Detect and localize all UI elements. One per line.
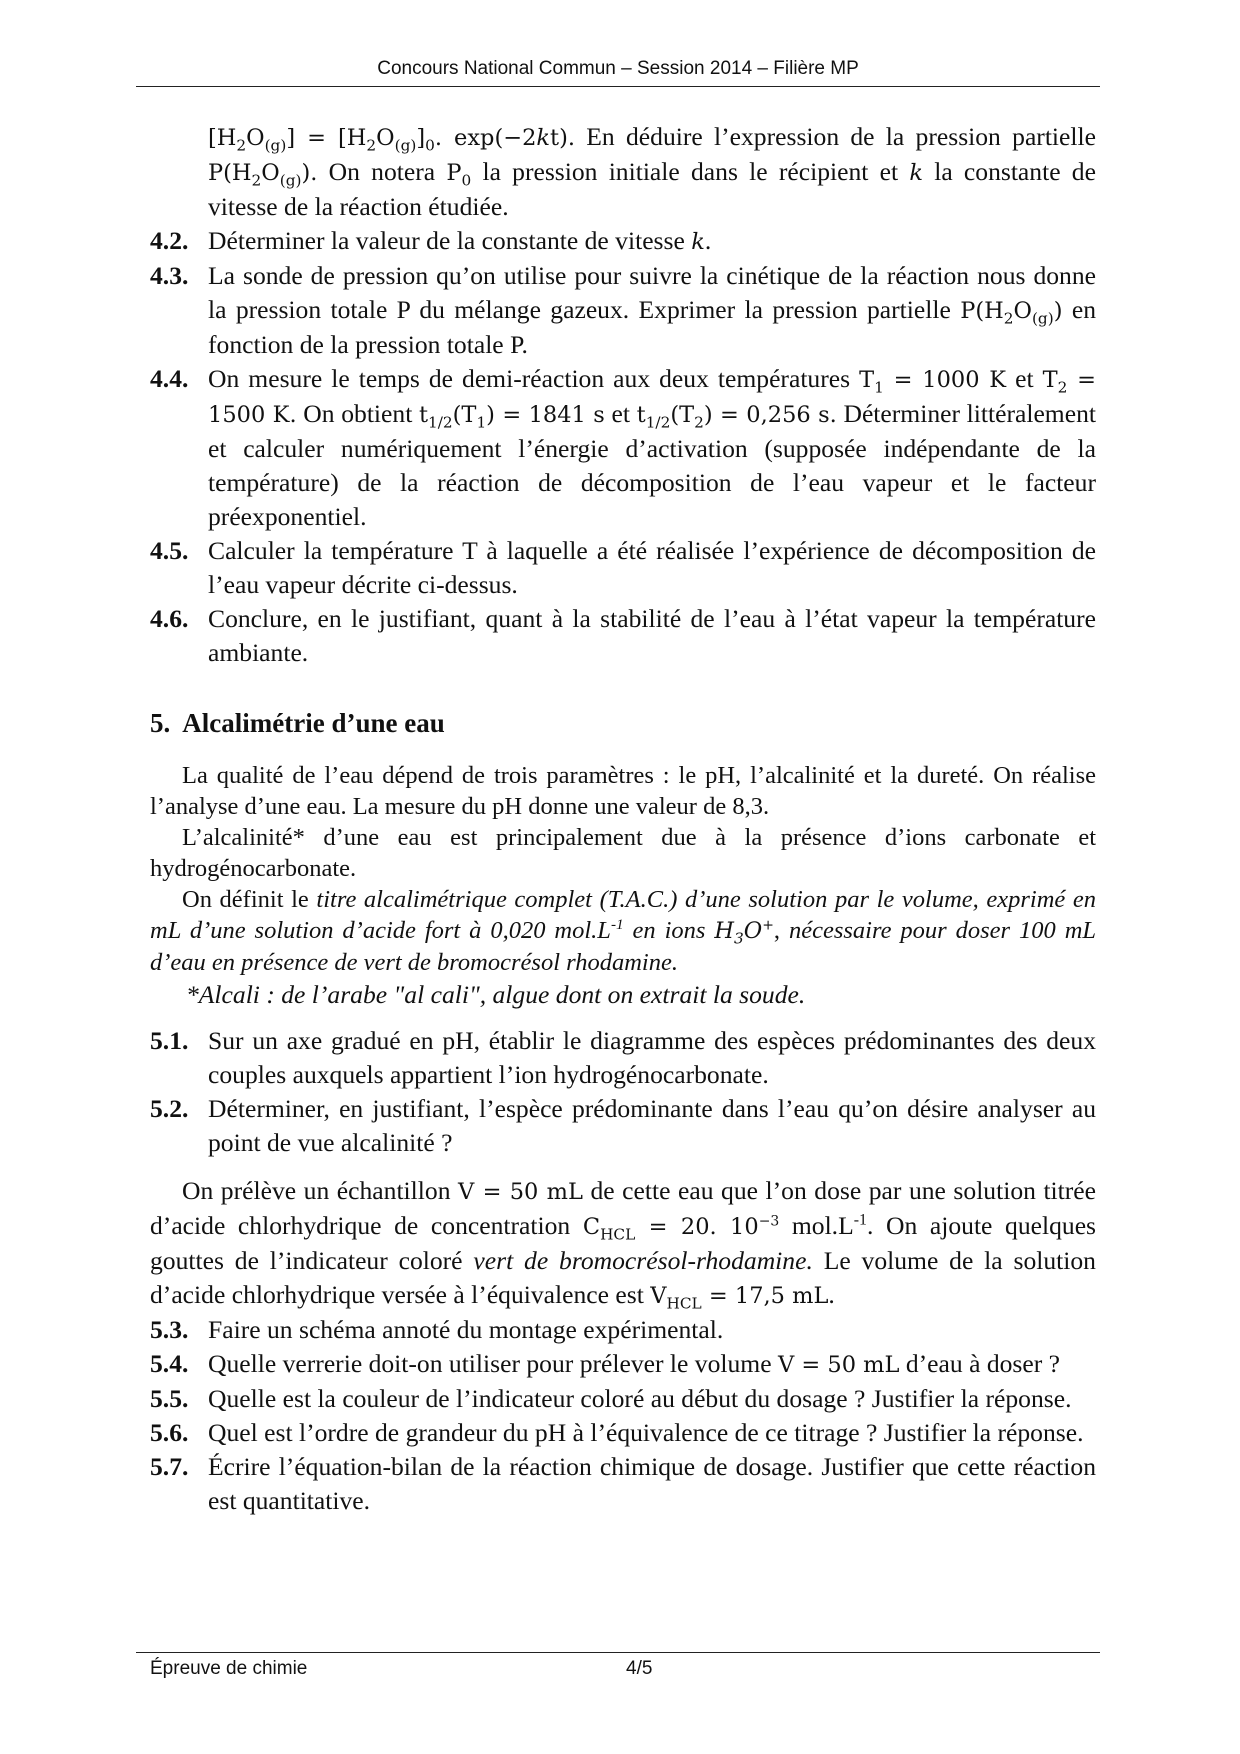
paragraph-titration: On prélève un échantillon V = 50 mL de cette eau que l’on dose par une solution titrée d’acide chlorhydrique de concentration $C_{HCL} = 20$. $10^{-3}$ $mol.L^{-1}$. On ajoute quelques gouttes de l’indicateur coloré vert de bromocrésol-rhodamine. Le volume de la solution d’acide chlorhydrique versée à l’équivalence est $V_{HCL} = 17,5$ mL. (150, 1176, 1097, 1313)
footnote-alcali: *Alcali : de l’arabe "al cali", algue dont on extrait la soude. (186, 980, 806, 1009)
paragraph-tac-definition: On définit le titre alcalimétrique complet (T.A.C.) d’une solution par le volume, exprimé en mL d’une solution d’acide fort à 0,020 $mol.L^{-1}$ en ions $H_3O^+$, nécessaire pour doser 100 mL d’eau en présence de vert de bromocrésol rhodamine. (150, 886, 1097, 976)
footer-title: Épreuve de chimie (150, 1658, 308, 1679)
question-4-1-continuation: $[H_2O_{(g)}] = [H_2O_{(g)}]_0$. exp(−2kt). En déduire l’expression de la pression partielle $P(H_2O_{(g)})$. On notera $P_0$ la pression initiale dans le récipient et k la constante de vitesse de la réaction étudiée. (208, 122, 1096, 221)
question-4-2: 4.2. Déterminer la valeur de la constante de vitesse k. (150, 226, 712, 255)
question-5-7: 5.7. Écrire l’équation-bilan de la réaction chimique de dosage. Justifier que cette réaction est quantitative. (150, 1452, 1096, 1515)
question-5-5: 5.5. Quelle est la couleur de l’indicateur coloré au début du dosage ? Justifier la réponse. (150, 1384, 1072, 1413)
page-number: 4/5 (626, 1658, 653, 1679)
paragraph-quality: La qualité de l’eau dépend de trois paramètres : le pH, l’alcalinité et la dureté. On réalise l’analyse d’une eau. La mesure du pH donne une valeur de 8,3. (150, 762, 1096, 820)
question-5-6: 5.6. Quel est l’ordre de grandeur du pH à l’équivalence de ce titrage ? Justifier la réponse. (150, 1418, 1084, 1447)
question-5-3: 5.3. Faire un schéma annoté du montage expérimental. (150, 1315, 724, 1344)
question-4-3: 4.3. La sonde de pression qu’on utilise pour suivre la cinétique de la réaction nous donne la pression totale P du mélange gazeux. Exprimer la pression partielle $P(H_2O_{(g)})$ en fonction de la pression totale P. (150, 261, 1096, 359)
question-5-2: 5.2. Déterminer, en justifiant, l’espèce prédominante dans l’eau qu’on désire analyser au point de vue alcalinité ? (150, 1094, 1096, 1157)
math-partial-pressure: $P(H_2O_{(g)})$. (208, 160, 318, 190)
question-4-4: 4.4. On mesure le temps de demi-réaction aux deux températures $T_1 = 1000$ K et $T_2 = 1500$ K. On obtient $t_{1/2}(T_1) = 1841$ s et $t_{1/2}(T_2) = 0,256$ s. Déterminer littéralement et calculer numériquement l’énergie d’activation (supposée indépendante de la température) de la réaction de décomposition de l’eau vapeur et le facteur préexponentiel. (150, 364, 1097, 531)
page-body (150, 120, 1096, 1518)
page-header: Concours National Commun – Session 2014 – Filière MP (377, 58, 859, 79)
question-4-6: 4.6. Conclure, en le justifiant, quant à la stabilité de l’eau à l’état vapeur la température ambiante. (150, 604, 1096, 667)
rate-law-equation: $[H_2O_{(g)}] = [H_2O_{(g)}]_0$. exp(−2kt). (208, 125, 576, 155)
section-5-title: 5. Alcalimétrie d’une eau (150, 708, 445, 738)
footer-rule (136, 1652, 1100, 1653)
paragraph-alcalinity: L’alcalinité* d’une eau est principalement due à la présence d’ions carbonate et hydrogénocarbonate. (150, 824, 1096, 882)
header-rule (136, 86, 1100, 87)
question-4-5: 4.5. Calculer la température T à laquelle a été réalisée l’expérience de décomposition de l’eau vapeur décrite ci-dessus. (150, 536, 1096, 599)
text: En déduire l’expression de la pression (586, 122, 1001, 151)
question-5-4: 5.4. Quelle verrerie doit-on utiliser pour prélever le volume V = 50 mL d’eau à doser ? (150, 1349, 1061, 1378)
question-5-1: 5.1. Sur un axe gradué en pH, établir le diagramme des espèces prédominantes des deux couples auxquels appartient l’ion hydrogénocarbonate. (150, 1026, 1096, 1089)
